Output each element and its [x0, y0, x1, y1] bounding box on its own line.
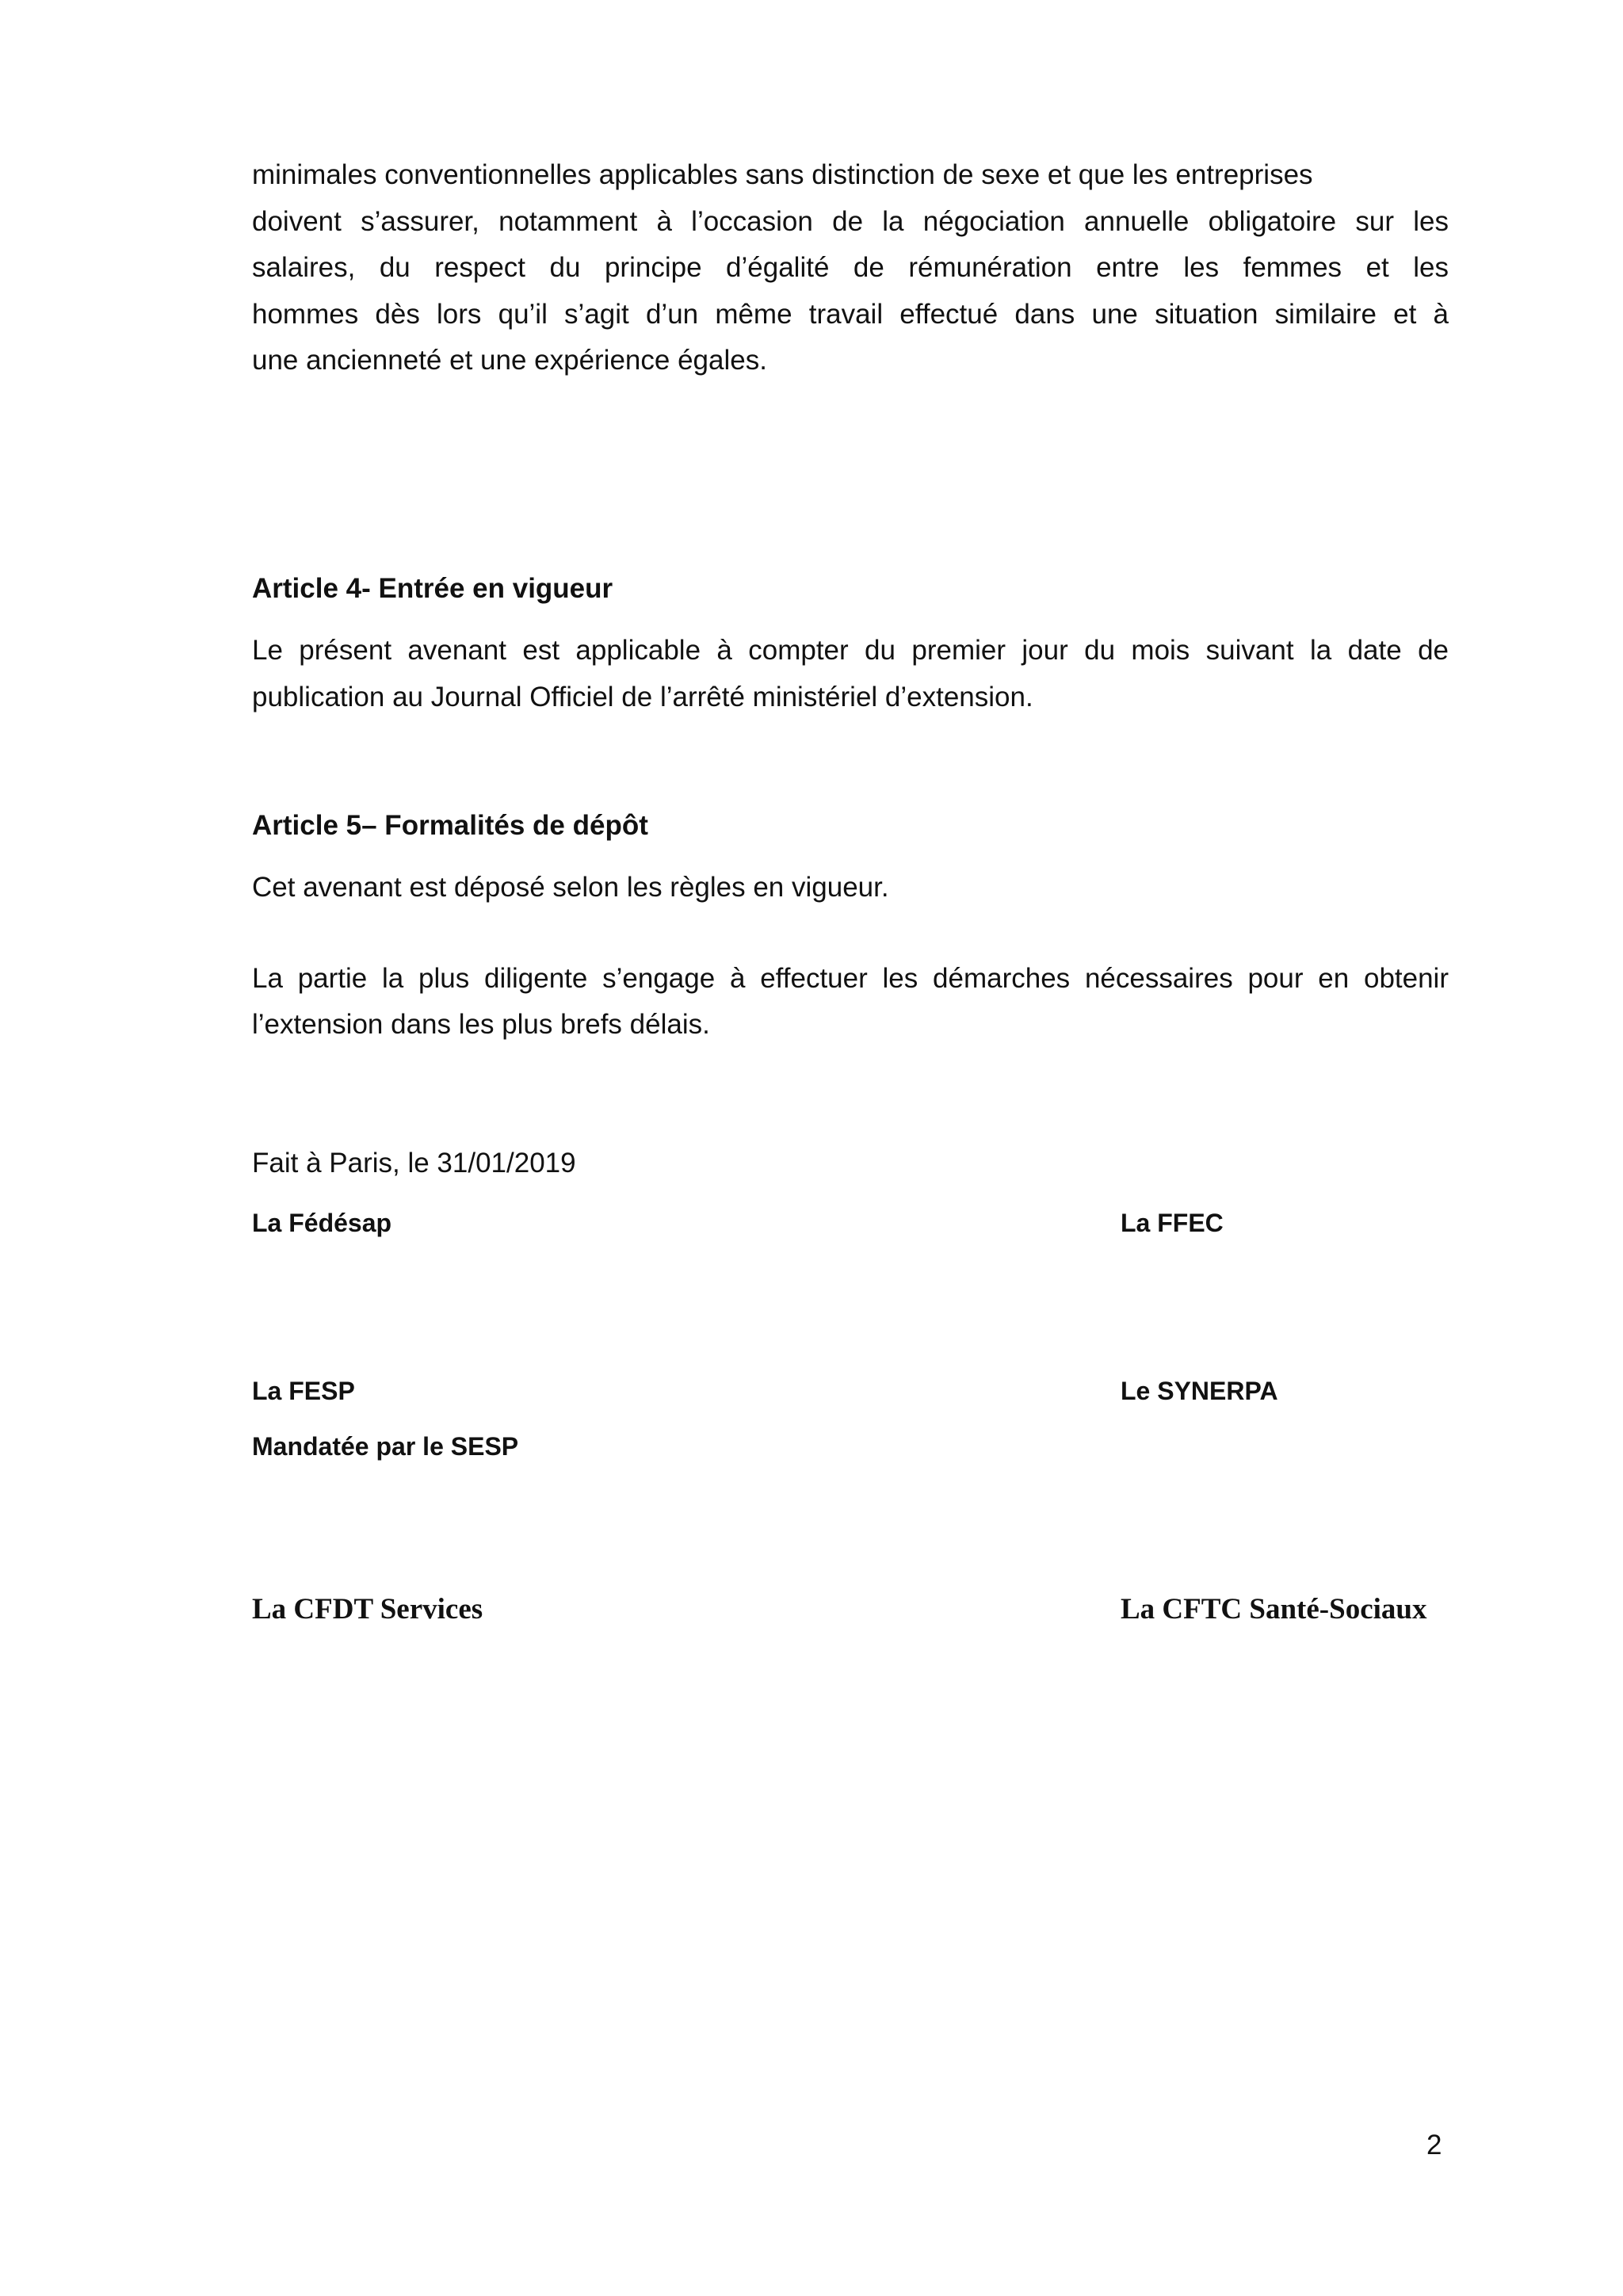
article4-line-1: Le présent avenant est applicable à compter du premier jour du mois suivant la date de [252, 635, 1449, 666]
signatory-ffec: La FFEC [1121, 1209, 1224, 1237]
signatory-fesp-mandate: Mandatée par le SESP [252, 1432, 519, 1461]
article5-paragraph-1: Cet avenant est déposé selon les règles en vigueur. [252, 872, 889, 903]
article4-heading: Article 4- Entrée en vigueur [252, 573, 613, 604]
intro-line-3: salaires, du respect du principe d’égalité de rémunération entre les femmes et les [252, 252, 1449, 283]
signatory-fedesap: La Fédésap [252, 1209, 392, 1237]
article5-heading: Article 5– Formalités de dépôt [252, 810, 648, 841]
signatory-cfdt: La CFDT Services [252, 1593, 483, 1626]
signatory-fesp: La FESP [252, 1377, 355, 1405]
page-number: 2 [1426, 2130, 1442, 2160]
intro-line-4: hommes dès lors qu’il s’agit d’un même travail effectué dans une situation similaire et à [252, 299, 1449, 330]
article5-paragraph-2-line-1: La partie la plus diligente s’engage à effectuer les démarches nécessaires pour en obtenir [252, 963, 1449, 994]
signatory-synerpa: Le SYNERPA [1121, 1377, 1278, 1405]
article4-line-2: publication au Journal Officiel de l’arrêté ministériel d’extension. [252, 682, 1033, 712]
intro-line-1: minimales conventionnelles applicables sans distinction de sexe et que les entreprises [252, 159, 1313, 190]
intro-line-2: doivent s’assurer, notamment à l’occasion de la négociation annuelle obligatoire sur les [252, 206, 1449, 237]
intro-line-5: une ancienneté et une expérience égales. [252, 345, 767, 376]
article5-paragraph-2-line-2: l’extension dans les plus brefs délais. [252, 1009, 710, 1040]
signatory-cftc: La CFTC Santé-Sociaux [1121, 1593, 1427, 1626]
place-date: Fait à Paris, le 31/01/2019 [252, 1148, 576, 1179]
